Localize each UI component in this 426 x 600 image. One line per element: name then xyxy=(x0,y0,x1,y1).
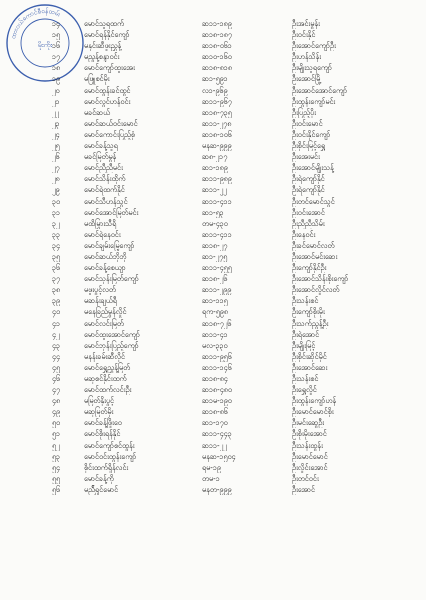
father-name: ဦးမောင်မောင် xyxy=(292,451,328,461)
person-name: မည်ိုရှင်မောင် xyxy=(84,484,119,494)
father-name: ဦးအောင်ကျော်ဦး xyxy=(292,41,336,51)
father-name: ဦးအောင်သိန်းစိုးကျော် xyxy=(292,274,349,284)
father-name: ဦးအောင်မျိုးသန့် xyxy=(292,163,334,173)
person-name: မောင်ညီညီမင်း xyxy=(84,163,123,173)
row-number: ၁၅ xyxy=(52,30,61,40)
id-code: မလ-၃၃၀ xyxy=(202,340,228,350)
stamp-center-text: မိုးကိုး xyxy=(37,41,53,49)
father-name: ဦးအေးမင်း xyxy=(292,152,320,162)
list-row xyxy=(52,329,422,340)
row-number: ၄၂ xyxy=(52,329,60,339)
list-row xyxy=(52,395,422,406)
row-number: ၁၇ xyxy=(52,52,61,62)
row-number: ၄၆ xyxy=(52,374,61,383)
person-name: မောင်သုန်းမြတ်ကျော် xyxy=(84,274,139,284)
father-name: ဦးနေဝင်း xyxy=(292,229,316,239)
row-number: ၂၃ xyxy=(52,118,60,128)
row-number: ၂၄ xyxy=(52,129,60,139)
father-name: ဦးဝင်းမောင် xyxy=(292,118,323,128)
father-name: ဦးကျော်စိုးမိုး xyxy=(292,307,325,317)
row-number: ၃၇ xyxy=(52,274,61,284)
list-row xyxy=(52,96,422,107)
father-name: ဦးဝင်းအောင် xyxy=(292,207,325,217)
person-name: မောင်လင်းမြတ် xyxy=(84,318,124,328)
id-code: ဆ၁၈-၂၆ xyxy=(202,274,228,284)
person-name: မောင်သီဟန်သွင် xyxy=(84,196,128,206)
father-name: ဦးအောင်မြို့ xyxy=(292,74,322,84)
row-number: ၂၆ xyxy=(52,152,60,162)
id-code: ဆ၈-၂၁၇ xyxy=(202,152,228,162)
father-name: ဦးထွန်းကျော်ဟန် xyxy=(292,396,337,406)
list-row xyxy=(52,207,422,218)
person-name: မနှင်းဆီဖူးညွှန့် xyxy=(84,41,122,51)
list-row xyxy=(52,173,422,184)
row-number: ၄၇ xyxy=(52,385,61,395)
id-code: ဆ၁၁-၁၈၉ xyxy=(202,19,232,28)
person-name: မောင်ခန့်ကို xyxy=(84,473,114,483)
list-row xyxy=(52,262,422,273)
id-code: ဆ၁-၁၈၉ xyxy=(202,163,228,173)
row-number: ၅၁ xyxy=(52,429,61,439)
father-name: ဦးသန်းစင် xyxy=(292,374,319,383)
id-code: ဆ၁၁-၉၅၆ xyxy=(202,351,232,361)
father-name: ဦးပြည့်ပိုး xyxy=(292,107,316,117)
father-name: ဦးအောင်ဆေး xyxy=(292,362,328,372)
list-row xyxy=(52,229,422,240)
person-name: မောင်စိုးရန်နိုင် xyxy=(84,429,121,439)
id-code: လ၁-၉၆၉ xyxy=(202,85,228,95)
row-number: ၃၉ xyxy=(52,296,61,306)
id-code: ဆ၁-၁၇၀ xyxy=(202,418,228,428)
list-row xyxy=(52,107,422,118)
list-row xyxy=(52,417,422,428)
id-code: ဆ၁၈-၀၆၁ xyxy=(202,41,232,51)
row-number: ၂၀ xyxy=(52,85,60,95)
id-code: မနဆ-၁၅၀၄ xyxy=(202,451,236,461)
father-name: ဦးရဲကျော်နိုင် xyxy=(292,174,325,184)
list-row xyxy=(52,40,422,51)
id-code: ဆ၁၈-၇၂၆ xyxy=(202,318,232,328)
father-name: ဦးရွှေလှိုင် xyxy=(292,385,317,395)
id-code: ရက-၅၉၈ xyxy=(202,307,228,317)
father-name: ဦးရဲအောင် xyxy=(292,329,320,339)
id-code: ဆ၁၁-၄၁ xyxy=(202,329,228,339)
id-code: ဆ၁၁-၉၈၉ xyxy=(202,174,232,184)
father-name: ဦးဟန်သိန်း xyxy=(292,52,322,62)
father-name: ဦးညီညီသိမ်း xyxy=(292,218,325,228)
person-name: မောင်ရဲထက်နိုင် xyxy=(84,185,125,195)
row-number: ၄၅ xyxy=(52,362,61,372)
id-code: ဆ၁၈-၈၆ xyxy=(202,407,228,417)
list-row xyxy=(52,451,422,462)
row-number: ၄၉ xyxy=(52,407,61,417)
person-name: မောင်ထွန်းခင်ထွင် xyxy=(84,85,131,95)
name-list xyxy=(52,18,422,495)
person-name: မဆန်းချယ်ရီ xyxy=(84,296,117,306)
father-name: ဦးခင်မောင်လတ် xyxy=(292,240,335,250)
person-name: မခင်ဆယ် xyxy=(84,107,111,117)
list-row xyxy=(52,140,422,151)
list-row xyxy=(52,184,422,195)
person-name: မဖူးပွင့်လတ် xyxy=(84,285,116,295)
row-number: ၁၆ xyxy=(52,41,61,51)
row-number: ၄၁ xyxy=(52,318,61,328)
id-code: ဆ၁-၅၃ xyxy=(202,207,224,217)
father-name: ဦးအင်းမွန်း xyxy=(292,19,320,28)
row-number: ၃၁ xyxy=(52,207,61,217)
row-number: ၁၉ xyxy=(52,74,61,84)
list-row xyxy=(52,462,422,473)
person-name: စိုင်းထက်ရှိန်လင်း xyxy=(84,462,129,472)
row-number: ၂၂ xyxy=(52,107,60,117)
id-code: ရမ-၁၉ xyxy=(202,462,221,472)
list-row xyxy=(52,240,422,251)
father-name: ဦးစိုင်းဆိုင်မိုင် xyxy=(292,351,327,361)
person-name: မဆုမြတ်မိုး xyxy=(84,407,114,417)
stamp-ring-text: ထားဝယ်ကောင်စီဝန်ထမ်း xyxy=(9,6,62,40)
father-name: ဦးသန်းစင် xyxy=(292,296,319,306)
id-code: ဆ၁၁-၄၁၁ xyxy=(202,196,232,206)
row-number: ၄၈ xyxy=(52,396,61,406)
list-row xyxy=(52,306,422,317)
row-number: ၄၃ xyxy=(52,340,61,350)
person-name: မောင်ထက်လင်းဦး xyxy=(84,385,132,395)
id-code: ဆ၁၁-၂၂ xyxy=(202,440,227,450)
id-code: ဆ၁၈-၂၇ xyxy=(202,240,228,250)
row-number: ၅၂ xyxy=(52,440,60,450)
list-row xyxy=(52,251,422,262)
father-name: ဦးအောင်အောင်ကျော် xyxy=(292,85,348,95)
row-number: ၄၀ xyxy=(52,307,61,317)
person-name: မနန်းခမ်းဆီလိုင် xyxy=(84,351,126,361)
list-row xyxy=(52,440,422,451)
row-number: ၃၂ xyxy=(52,218,60,228)
row-number: ၂၁ xyxy=(52,96,60,106)
person-name: မောင်ထူးအောင်ကျော် xyxy=(84,329,140,339)
person-name: မောင်သိန်းထိုက် xyxy=(84,174,126,184)
list-row xyxy=(52,362,422,373)
father-name: ဦးတင်မောင်သွင် xyxy=(292,196,335,206)
person-name: မနေခြည်မွန်လှိုင် xyxy=(84,307,127,317)
list-row xyxy=(52,428,422,439)
row-number: ၁၈ xyxy=(52,63,61,73)
person-name: မောင်လွင်ဟန်ဝင်း xyxy=(84,96,131,106)
id-code: ဆ၁၀-၁၆၀ xyxy=(202,52,232,62)
father-name: ဦးရဲကျော်နိုင် xyxy=(292,185,325,195)
list-row xyxy=(52,162,422,173)
row-number: ၅၃ xyxy=(52,451,61,461)
person-name: မောင်ရန်နိုင်ကျော် xyxy=(84,30,130,40)
row-number: ၃၆ xyxy=(52,263,61,273)
row-number: ၅၄ xyxy=(52,462,61,472)
id-code: ဆ၁၁-၂၉၉ xyxy=(202,285,232,295)
id-code: ဆ၁၈-၈၄ xyxy=(202,374,228,383)
father-name: ဦးမျိုးသူရကျော် xyxy=(292,63,333,73)
row-number: ၃၈ xyxy=(52,285,61,295)
id-code: မနဆ-၉၉၉ xyxy=(202,141,232,151)
list-row xyxy=(52,351,422,362)
id-code: ဆ၁၈-၇၃၅ xyxy=(202,107,232,117)
list-row xyxy=(52,18,422,29)
list-row xyxy=(52,318,422,329)
list-row xyxy=(52,373,422,384)
id-code: ဆ၁၁-၄၅၅ xyxy=(202,263,232,273)
list-row xyxy=(52,118,422,129)
person-name: မဖြူစင်မိုး xyxy=(84,74,110,84)
list-row xyxy=(52,85,422,96)
list-row xyxy=(52,151,422,162)
father-name: ဦးဝင်းနိုင် xyxy=(292,30,316,40)
id-code: ဆ၁၈-၁၈၇ xyxy=(202,30,232,40)
row-number: ၃၄ xyxy=(52,240,61,250)
row-number: ၄၄ xyxy=(52,351,61,361)
row-number: ၃၀ xyxy=(52,196,61,206)
id-code: ဆ၁-၂၇၅ xyxy=(202,251,228,261)
id-code: ဆ၁၈-၈၁၈ xyxy=(202,63,232,73)
row-number: ၅၆ xyxy=(52,484,61,494)
father-name: ဦးစိုင်းမြင့်ရွှေ xyxy=(292,141,326,151)
id-code: တမ-၄၃၀ xyxy=(202,218,228,228)
list-row xyxy=(52,218,422,229)
person-name: မောင်ခန့်စေယျာ xyxy=(84,263,126,273)
list-row xyxy=(52,406,422,417)
list-row xyxy=(52,29,422,40)
id-code: ဆ၁၁-၄၁၁ xyxy=(202,229,232,239)
row-number: ၅၀ xyxy=(52,418,61,428)
father-name: ဦးမျိုးမြင့် xyxy=(292,340,316,350)
father-name: ဦးသန်းထွန်း xyxy=(292,440,323,450)
father-name: ဦးအောင် xyxy=(292,484,315,494)
person-name: မောင်ရဲနေဝင်း xyxy=(84,229,121,239)
father-name: ဦးထွန်းကျော်မင်း xyxy=(292,96,336,106)
father-name: ဦးအောင်လှိုင်လတ် xyxy=(292,285,340,295)
father-name: ဦးမောင်မောင်စိုး xyxy=(292,407,334,417)
id-code: ဆ၁၁-၂၇၈ xyxy=(202,118,232,128)
father-name: ဦးကျော်နိုင်ဦး xyxy=(292,263,327,273)
id-code: ဆ၁၈-၄၈၀ xyxy=(202,385,232,395)
list-row xyxy=(52,273,422,284)
person-name: မောင်ကောင်းပြည့်စုံ xyxy=(84,129,135,139)
row-number: ၅၅ xyxy=(52,473,61,483)
person-name: မခင်မြတ်မွန် xyxy=(84,152,117,162)
row-number: ၂၈ xyxy=(52,174,60,184)
id-code: ဆ၁၁-၉၆၇ xyxy=(202,96,232,106)
list-row xyxy=(52,129,422,140)
list-row xyxy=(52,295,422,306)
list-row xyxy=(52,51,422,62)
id-code: ဆ၁-၅၉၁ xyxy=(202,74,228,84)
person-name: မောင်ဘုန်းပြည့်ကျော် xyxy=(84,340,139,350)
id-code: ဆ၁-၁၁၅ xyxy=(202,296,228,306)
list-row xyxy=(52,284,422,295)
row-number: ၂၉ xyxy=(52,185,60,195)
person-name: မောင်ဝင်းထွန်းကျော် xyxy=(84,451,137,461)
id-code: ဆ၁၈-၁၀၆ xyxy=(202,129,232,139)
list-row xyxy=(52,484,422,495)
list-row xyxy=(52,473,422,484)
row-number: ၃၅ xyxy=(52,251,61,261)
person-name: မောင်ခန့်ဖြိုးဝေ xyxy=(84,418,122,428)
list-row xyxy=(52,196,422,207)
person-name: မောင်ကျော်စင်ထွန်း xyxy=(84,440,135,450)
person-name: မောင်ချမ်းမြေ့ကျော် xyxy=(84,240,135,250)
father-name: ဦးလှိုင်းအောင် xyxy=(292,462,328,472)
id-code: ဆ၁၁-၁၄၆ xyxy=(202,362,232,372)
id-code: တမ-၁ xyxy=(202,473,220,483)
father-name: ဦးအောင်မင်းဆေး xyxy=(292,251,338,261)
list-row xyxy=(52,62,422,73)
list-row xyxy=(52,340,422,351)
person-name: မောင်ဆယ်ဝင်းမောင် xyxy=(84,118,138,128)
id-code: ဆ၁၁-၂၂ xyxy=(202,185,227,195)
row-number: ၂၇ xyxy=(52,163,60,173)
father-name: ဦးတင်ဝင်း xyxy=(292,473,319,483)
row-number: ၃၃ xyxy=(52,229,61,239)
id-code: မနတ-၉၉၉ xyxy=(202,484,232,494)
father-name: ဦးမင်းဆွေဦး xyxy=(292,418,325,428)
person-name: မဆုစင်နိုင်းထက် xyxy=(84,374,127,383)
person-name: မောင်ဆယ်ဘိုဘို xyxy=(84,251,127,261)
person-name: မောင်အောင်မြတ်မင်း xyxy=(84,207,139,217)
id-code: ဆ၁မ-၁၉၀ xyxy=(202,396,232,406)
father-name: ဦးဝင်းနိုင်ကျော် xyxy=(292,129,331,139)
person-name: မထိမြှားသီရိ xyxy=(84,218,117,228)
person-name: မောင်သူရထက် xyxy=(84,19,125,28)
id-code: ဆ၁၁-၄၄၃ xyxy=(202,429,232,439)
list-row xyxy=(52,73,422,84)
person-name: မောင်ရွှေညွှန့်မြတ် xyxy=(84,362,131,372)
person-name: မညွန့်စန္ဒာဝင်း xyxy=(84,52,120,62)
father-name: ဦးစိုးမိုးအောင် xyxy=(292,429,327,439)
father-name: ဦးသက်ညွန့်ဦး xyxy=(292,318,329,328)
person-name: မောင်ကျော်ထူးအေး xyxy=(84,63,135,73)
row-number: ၁၄ xyxy=(52,19,61,28)
person-name: မောင်ခန့်သူရ xyxy=(84,141,118,151)
row-number: ၂၅ xyxy=(52,141,60,151)
person-name: မမြတ်နိုးပွင့် xyxy=(84,396,115,406)
list-row xyxy=(52,384,422,395)
